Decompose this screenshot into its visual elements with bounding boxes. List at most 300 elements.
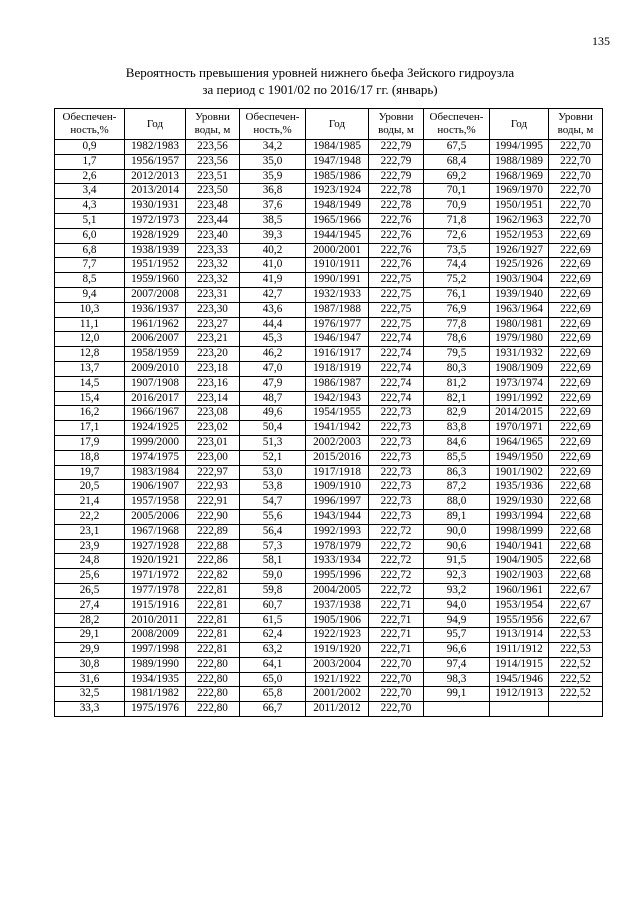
table-cell: 60,7 (240, 598, 306, 613)
table-cell: 222,81 (186, 583, 240, 598)
table-cell: 222,91 (186, 495, 240, 510)
table-cell: 1959/1960 (125, 273, 186, 288)
table-cell: 11,1 (55, 317, 125, 332)
table-cell: 2,6 (55, 169, 125, 184)
table-cell: 222,69 (549, 406, 603, 421)
table-cell: 222,76 (369, 243, 424, 258)
table-cell: 1944/1945 (306, 228, 369, 243)
table-cell: 1956/1957 (125, 154, 186, 169)
table-cell: 1993/1994 (490, 509, 549, 524)
table-cell: 222,72 (369, 569, 424, 584)
table-cell: 1935/1936 (490, 480, 549, 495)
table-cell: 1984/1985 (306, 140, 369, 155)
table-cell: 1902/1903 (490, 569, 549, 584)
table-cell: 222,69 (549, 273, 603, 288)
table-cell: 223,02 (186, 421, 240, 436)
table-cell: 222,80 (186, 672, 240, 687)
table-cell: 28,2 (55, 613, 125, 628)
table-cell: 222,67 (549, 583, 603, 598)
table-cell: 1961/1962 (125, 317, 186, 332)
table-cell: 1904/1905 (490, 554, 549, 569)
table-cell: 1923/1924 (306, 184, 369, 199)
table-cell: 3,4 (55, 184, 125, 199)
table-cell: 222,79 (369, 154, 424, 169)
table-cell: 222,97 (186, 465, 240, 480)
table-row (55, 184, 603, 199)
table-cell: 82,1 (424, 391, 490, 406)
table-cell: 1974/1975 (125, 450, 186, 465)
table-cell: 2003/2004 (306, 657, 369, 672)
table-cell: 1911/1912 (490, 643, 549, 658)
table-cell: 44,4 (240, 317, 306, 332)
table-cell: 68,4 (424, 154, 490, 169)
table-cell: 23,1 (55, 524, 125, 539)
table-cell: 1916/1917 (306, 347, 369, 362)
table-row (55, 480, 603, 495)
column-header: Уровни воды, м (549, 109, 603, 140)
table-cell: 1913/1914 (490, 628, 549, 643)
table-cell: 1971/1972 (125, 569, 186, 584)
table-cell: 59,0 (240, 569, 306, 584)
table-cell: 1949/1950 (490, 450, 549, 465)
table-cell: 1970/1971 (490, 421, 549, 436)
table-cell: 1980/1981 (490, 317, 549, 332)
table-row (55, 154, 603, 169)
table-cell: 23,9 (55, 539, 125, 554)
table-cell: 1910/1911 (306, 258, 369, 273)
table-cell: 222,89 (186, 524, 240, 539)
table-cell (490, 702, 549, 717)
table-cell: 1901/1902 (490, 465, 549, 480)
table-cell: 222,72 (369, 524, 424, 539)
table-cell: 1915/1916 (125, 598, 186, 613)
table-cell: 16,2 (55, 406, 125, 421)
table-cell: 222,69 (549, 317, 603, 332)
table-cell: 223,08 (186, 406, 240, 421)
table-cell: 222,75 (369, 302, 424, 317)
table-row (55, 317, 603, 332)
table-cell: 222,71 (369, 598, 424, 613)
table-cell: 1985/1986 (306, 169, 369, 184)
table-cell: 30,8 (55, 657, 125, 672)
table-cell: 222,76 (369, 228, 424, 243)
table-cell: 35,0 (240, 154, 306, 169)
column-header: Год (306, 109, 369, 140)
table-cell: 1958/1959 (125, 347, 186, 362)
table-cell: 1912/1913 (490, 687, 549, 702)
table-cell: 223,40 (186, 228, 240, 243)
table-cell: 2012/2013 (125, 169, 186, 184)
column-header: Обеспечен- ность,% (424, 109, 490, 140)
table-cell: 222,69 (549, 465, 603, 480)
column-header: Уровни воды, м (186, 109, 240, 140)
table-cell: 222,69 (549, 243, 603, 258)
table-cell: 222,72 (369, 583, 424, 598)
table-cell: 222,75 (369, 273, 424, 288)
table-cell: 1977/1978 (125, 583, 186, 598)
table-cell: 1947/1948 (306, 154, 369, 169)
table-cell: 222,78 (369, 184, 424, 199)
table-cell: 1925/1926 (490, 258, 549, 273)
column-header: Уровни воды, м (369, 109, 424, 140)
table-cell: 47,9 (240, 376, 306, 391)
table-cell: 1978/1979 (306, 539, 369, 554)
table-cell: 1994/1995 (490, 140, 549, 155)
document-title (0, 64, 640, 98)
table-cell: 1964/1965 (490, 435, 549, 450)
table-cell: 63,2 (240, 643, 306, 658)
table-cell: 222,79 (369, 169, 424, 184)
table-cell: 1973/1974 (490, 376, 549, 391)
table-cell: 1989/1990 (125, 657, 186, 672)
table-cell: 80,3 (424, 361, 490, 376)
table-cell: 2015/2016 (306, 450, 369, 465)
table-row (55, 554, 603, 569)
table-cell: 222,68 (549, 569, 603, 584)
table-cell: 1926/1927 (490, 243, 549, 258)
table-row (55, 391, 603, 406)
table-cell: 79,5 (424, 347, 490, 362)
table-cell: 1972/1973 (125, 213, 186, 228)
table-cell: 43,6 (240, 302, 306, 317)
table-cell: 223,31 (186, 287, 240, 302)
table-cell: 222,69 (549, 361, 603, 376)
table-cell: 222,73 (369, 495, 424, 510)
table-row (55, 406, 603, 421)
table-cell: 81,2 (424, 376, 490, 391)
table-cell: 1996/1997 (306, 495, 369, 510)
table-cell: 51,3 (240, 435, 306, 450)
table-cell: 78,6 (424, 332, 490, 347)
table-cell: 222,76 (369, 213, 424, 228)
table-cell: 89,1 (424, 509, 490, 524)
table-cell: 222,74 (369, 391, 424, 406)
table-row (55, 450, 603, 465)
table-cell: 222,90 (186, 509, 240, 524)
table-row (55, 657, 603, 672)
table-cell: 1960/1961 (490, 583, 549, 598)
table-cell: 223,32 (186, 273, 240, 288)
table-cell: 1954/1955 (306, 406, 369, 421)
table-cell: 37,6 (240, 199, 306, 214)
table-row (55, 199, 603, 214)
table-cell: 54,7 (240, 495, 306, 510)
table-cell: 222,70 (549, 169, 603, 184)
table-cell: 222,69 (549, 450, 603, 465)
table-cell: 222,68 (549, 524, 603, 539)
table-row (55, 376, 603, 391)
table-cell: 223,00 (186, 450, 240, 465)
table-cell: 38,5 (240, 213, 306, 228)
table-cell: 82,9 (424, 406, 490, 421)
table-cell: 1938/1939 (125, 243, 186, 258)
table-cell: 222,53 (549, 643, 603, 658)
table-row (55, 140, 603, 155)
table-cell: 222,76 (369, 258, 424, 273)
table-cell: 1933/1934 (306, 554, 369, 569)
table-cell: 222,75 (369, 287, 424, 302)
table-cell: 77,8 (424, 317, 490, 332)
table-cell: 1942/1943 (306, 391, 369, 406)
table-cell: 67,5 (424, 140, 490, 155)
table-cell: 2011/2012 (306, 702, 369, 717)
table-cell: 2001/2002 (306, 687, 369, 702)
table-cell: 1992/1993 (306, 524, 369, 539)
table-cell: 1932/1933 (306, 287, 369, 302)
table-cell: 6,8 (55, 243, 125, 258)
table-cell: 222,70 (369, 687, 424, 702)
table-row (55, 495, 603, 510)
table-cell: 26,5 (55, 583, 125, 598)
table-cell: 1,7 (55, 154, 125, 169)
table-row (55, 583, 603, 598)
table-cell: 90,0 (424, 524, 490, 539)
table-cell: 6,0 (55, 228, 125, 243)
table-cell: 222,67 (549, 598, 603, 613)
table-cell: 1906/1907 (125, 480, 186, 495)
table-cell: 31,6 (55, 672, 125, 687)
table-cell: 8,5 (55, 273, 125, 288)
table-cell: 45,3 (240, 332, 306, 347)
table-cell: 10,3 (55, 302, 125, 317)
table-row (55, 332, 603, 347)
table-row (55, 672, 603, 687)
table-cell: 25,6 (55, 569, 125, 584)
table-cell: 222,68 (549, 539, 603, 554)
table-cell: 17,9 (55, 435, 125, 450)
table-row (55, 613, 603, 628)
table-row (55, 628, 603, 643)
table-cell: 58,1 (240, 554, 306, 569)
table-cell: 65,0 (240, 672, 306, 687)
table-cell: 223,14 (186, 391, 240, 406)
table-cell: 222,67 (549, 613, 603, 628)
table-cell: 85,5 (424, 450, 490, 465)
table-cell: 18,8 (55, 450, 125, 465)
table-cell: 62,4 (240, 628, 306, 643)
table-cell: 222,72 (369, 554, 424, 569)
table-cell: 42,7 (240, 287, 306, 302)
table-cell: 41,0 (240, 258, 306, 273)
table-cell: 1929/1930 (490, 495, 549, 510)
table-cell: 7,7 (55, 258, 125, 273)
table-cell: 223,32 (186, 258, 240, 273)
table-cell: 1950/1951 (490, 199, 549, 214)
table-cell: 223,56 (186, 140, 240, 155)
table-cell: 53,0 (240, 465, 306, 480)
table-cell: 1991/1992 (490, 391, 549, 406)
table-cell: 17,1 (55, 421, 125, 436)
table-cell: 222,74 (369, 361, 424, 376)
table-cell: 1909/1910 (306, 480, 369, 495)
table-row (55, 509, 603, 524)
table-cell: 223,20 (186, 347, 240, 362)
table-cell: 35,9 (240, 169, 306, 184)
table-cell: 222,69 (549, 258, 603, 273)
table-row (55, 347, 603, 362)
table-cell: 1905/1906 (306, 613, 369, 628)
table-row (55, 258, 603, 273)
table-cell: 13,7 (55, 361, 125, 376)
table-cell: 1903/1904 (490, 273, 549, 288)
table-cell: 222,74 (369, 376, 424, 391)
table-cell: 27,4 (55, 598, 125, 613)
table-cell: 1979/1980 (490, 332, 549, 347)
table-cell: 222,69 (549, 228, 603, 243)
table-cell: 29,9 (55, 643, 125, 658)
table-cell: 1962/1963 (490, 213, 549, 228)
table-cell: 222,68 (549, 509, 603, 524)
table-cell: 41,9 (240, 273, 306, 288)
table-cell: 39,3 (240, 228, 306, 243)
table-cell: 1946/1947 (306, 332, 369, 347)
table-cell: 223,48 (186, 199, 240, 214)
table-cell: 222,68 (549, 480, 603, 495)
table-cell: 1969/1970 (490, 184, 549, 199)
table-cell: 223,16 (186, 376, 240, 391)
table-cell: 222,81 (186, 613, 240, 628)
table-cell: 1981/1982 (125, 687, 186, 702)
table-cell: 50,4 (240, 421, 306, 436)
table-cell: 29,1 (55, 628, 125, 643)
table-cell: 1952/1953 (490, 228, 549, 243)
table-cell: 222,70 (549, 154, 603, 169)
table-cell: 222,71 (369, 643, 424, 658)
table-cell: 47,0 (240, 361, 306, 376)
table-cell: 1917/1918 (306, 465, 369, 480)
table-cell: 66,7 (240, 702, 306, 717)
table-cell: 222,73 (369, 480, 424, 495)
table-cell: 1982/1983 (125, 140, 186, 155)
table-cell: 1968/1969 (490, 169, 549, 184)
table-cell: 222,69 (549, 302, 603, 317)
table-cell: 222,69 (549, 376, 603, 391)
table-row (55, 228, 603, 243)
table-cell: 9,4 (55, 287, 125, 302)
table-cell: 222,72 (369, 539, 424, 554)
table-cell: 4,3 (55, 199, 125, 214)
table-cell: 222,68 (549, 554, 603, 569)
table-cell: 1930/1931 (125, 199, 186, 214)
table-cell: 1927/1928 (125, 539, 186, 554)
table-cell: 71,8 (424, 213, 490, 228)
table-cell: 222,75 (369, 317, 424, 332)
table-cell: 98,3 (424, 672, 490, 687)
table-cell: 222,88 (186, 539, 240, 554)
table-cell: 64,1 (240, 657, 306, 672)
table-row (55, 421, 603, 436)
table-cell: 222,80 (186, 702, 240, 717)
table-cell: 222,81 (186, 628, 240, 643)
table-row (55, 539, 603, 554)
table-cell: 2005/2006 (125, 509, 186, 524)
table-cell: 222,52 (549, 672, 603, 687)
table-cell: 40,2 (240, 243, 306, 258)
table-cell: 2014/2015 (490, 406, 549, 421)
table-cell: 222,81 (186, 643, 240, 658)
table-cell: 222,70 (369, 657, 424, 672)
table-cell: 1931/1932 (490, 347, 549, 362)
table-cell: 2013/2014 (125, 184, 186, 199)
table-cell: 56,4 (240, 524, 306, 539)
table-cell: 91,5 (424, 554, 490, 569)
column-header: Обеспечен- ность,% (55, 109, 125, 140)
table-cell: 2010/2011 (125, 613, 186, 628)
table-cell: 53,8 (240, 480, 306, 495)
table-cell: 52,1 (240, 450, 306, 465)
title-line-1: Вероятность превышения уровней нижнего бьефа Зейского гидроузла (125, 65, 515, 80)
table-cell: 1997/1998 (125, 643, 186, 658)
table-cell: 1957/1958 (125, 495, 186, 510)
table-cell (424, 702, 490, 717)
table-cell: 222,80 (186, 687, 240, 702)
table-cell: 33,3 (55, 702, 125, 717)
table-cell: 87,2 (424, 480, 490, 495)
table-cell: 1955/1956 (490, 613, 549, 628)
table-cell: 222,69 (549, 421, 603, 436)
table-cell: 96,6 (424, 643, 490, 658)
table-cell: 222,73 (369, 509, 424, 524)
table-row (55, 524, 603, 539)
table-row (55, 169, 603, 184)
table-cell: 1965/1966 (306, 213, 369, 228)
table-row (55, 273, 603, 288)
table-cell: 222,74 (369, 332, 424, 347)
table-cell: 1928/1929 (125, 228, 186, 243)
table-cell: 1967/1968 (125, 524, 186, 539)
table-cell: 222,80 (186, 657, 240, 672)
table-cell: 95,7 (424, 628, 490, 643)
table-cell: 222,82 (186, 569, 240, 584)
table-cell: 55,6 (240, 509, 306, 524)
table-cell: 99,1 (424, 687, 490, 702)
table-cell: 222,71 (369, 628, 424, 643)
table-cell: 88,0 (424, 495, 490, 510)
table-cell: 59,8 (240, 583, 306, 598)
table-cell: 222,69 (549, 287, 603, 302)
table-cell: 222,52 (549, 687, 603, 702)
table-cell: 2004/2005 (306, 583, 369, 598)
table-header-row (55, 109, 603, 140)
table-row (55, 643, 603, 658)
table-row (55, 569, 603, 584)
table-cell: 1921/1922 (306, 672, 369, 687)
title-line-2: за период с 1901/02 по 2016/17 гг. (январь) (202, 82, 438, 97)
table-cell: 76,9 (424, 302, 490, 317)
table-cell: 12,8 (55, 347, 125, 362)
table-cell: 83,8 (424, 421, 490, 436)
table-cell: 222,81 (186, 598, 240, 613)
table-row (55, 702, 603, 717)
table-cell: 2008/2009 (125, 628, 186, 643)
table-cell: 70,9 (424, 199, 490, 214)
table-cell: 223,44 (186, 213, 240, 228)
table-cell: 2000/2001 (306, 243, 369, 258)
table-cell: 1908/1909 (490, 361, 549, 376)
table-cell: 2016/2017 (125, 391, 186, 406)
table-cell: 36,8 (240, 184, 306, 199)
table-cell: 46,2 (240, 347, 306, 362)
table-cell: 222,69 (549, 347, 603, 362)
table-row (55, 302, 603, 317)
table-cell (549, 702, 603, 717)
table-cell: 14,5 (55, 376, 125, 391)
table-cell: 1975/1976 (125, 702, 186, 717)
table-cell: 223,30 (186, 302, 240, 317)
table-row (55, 465, 603, 480)
table-cell: 222,73 (369, 421, 424, 436)
table-cell: 1939/1940 (490, 287, 549, 302)
